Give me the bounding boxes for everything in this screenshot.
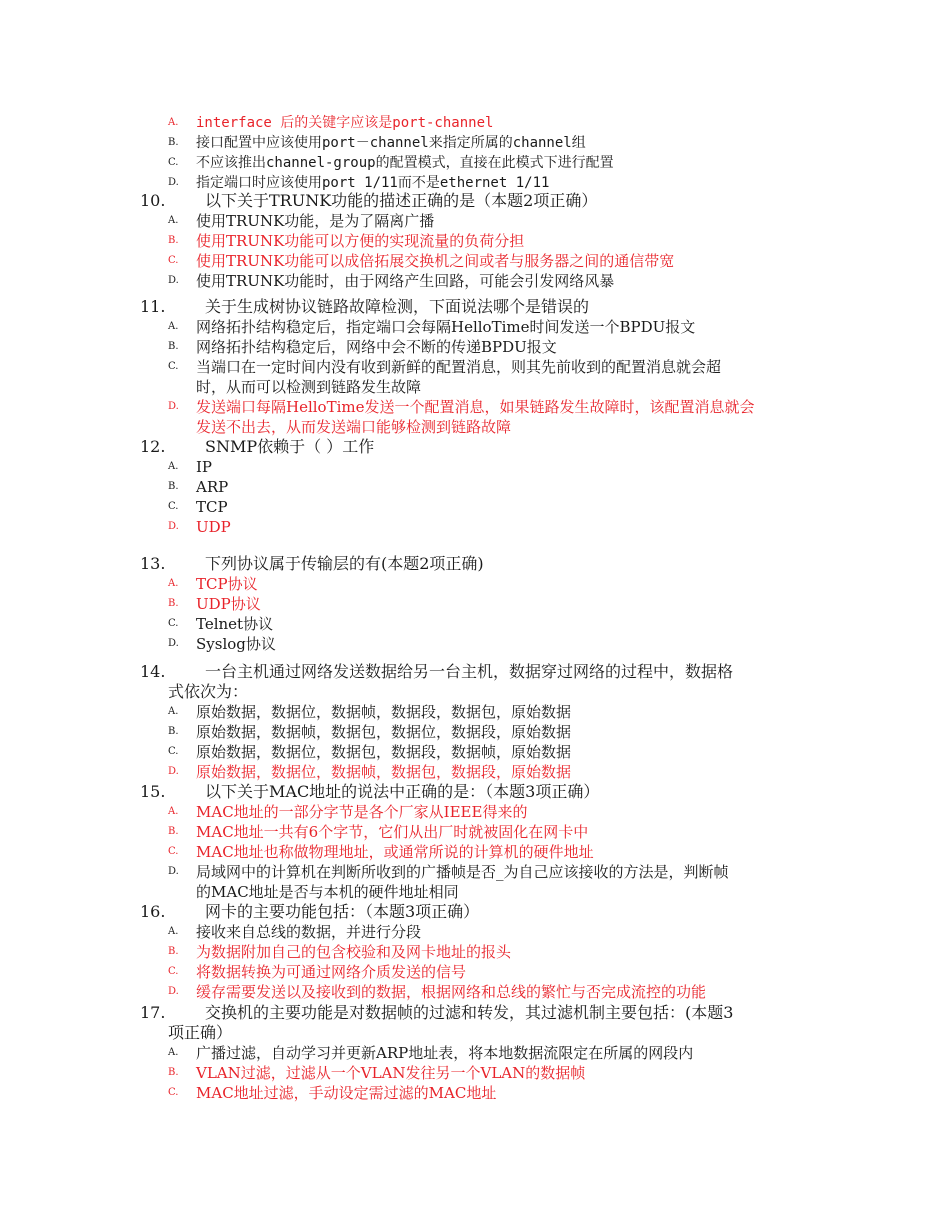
option-text: 广播过滤，自动学习并更新ARP地址表，将本地数据流限定在所属的网段内 — [196, 1044, 694, 1062]
option-label: B. — [168, 341, 179, 352]
correct-option-text: 发送端口每隔HelloTime发送一个配置消息，如果链路发生故障时，该配置消息就会 — [196, 398, 755, 416]
option-label: D. — [168, 766, 179, 777]
option-label: C. — [168, 1087, 179, 1098]
option-label: D. — [168, 177, 179, 188]
option-text: IP — [196, 458, 213, 476]
option-text: 的MAC地址是否与本机的硬件地址相同 — [196, 883, 459, 901]
correct-option-text: 为数据附加自己的包含校验和及网卡地址的报头 — [196, 943, 512, 961]
question-text: 一台主机通过网络发送数据给另一台主机，数据穿过网络的过程中，数据格 — [205, 662, 734, 681]
correct-option-text: TCP协议 — [196, 575, 258, 593]
option-label: C. — [168, 157, 179, 168]
question-number: 17. — [140, 1003, 166, 1022]
question-text: 式依次为： — [168, 682, 249, 701]
question-number: 11. — [140, 297, 166, 316]
question-text: 以下关于TRUNK功能的描述正确的是（本题2项正确） — [205, 191, 598, 210]
question-text: SNMP依赖于（ ）工作 — [205, 437, 375, 456]
option-text: 网络拓扑结构稳定后，网络中会不断的传递BPDU报文 — [196, 338, 557, 356]
option-text: 当端口在一定时间内没有收到新鲜的配置消息，则其先前收到的配置消息就会超 — [196, 358, 722, 376]
option-text: Syslog协议 — [196, 635, 276, 653]
option-text: 时，从而可以检测到链路发生故障 — [196, 378, 422, 396]
correct-option-text: MAC地址的一部分字节是各个厂家从IEEE得来的 — [196, 803, 528, 821]
option-text: 原始数据，数据帧，数据包，数据位，数据段，原始数据 — [196, 723, 572, 741]
correct-option-text: MAC地址也称做物理地址，或通常所说的计算机的硬件地址 — [196, 843, 594, 861]
correct-option-text: UDP协议 — [196, 595, 261, 613]
correct-option-text: MAC地址过滤，手动设定需过滤的MAC地址 — [196, 1084, 497, 1102]
option-label: A. — [168, 117, 179, 128]
question-number: 12. — [140, 437, 166, 456]
option-label: C. — [168, 255, 179, 266]
option-label: B. — [168, 598, 179, 609]
option-label: A. — [168, 706, 179, 717]
option-label: B. — [168, 1067, 179, 1078]
option-label: D. — [168, 521, 179, 532]
option-label: A. — [168, 1047, 179, 1058]
correct-option-text: 使用TRUNK功能可以成倍拓展交换机之间或者与服务器之间的通信带宽 — [196, 252, 675, 270]
option-text: 原始数据，数据位，数据包，数据段，数据帧，原始数据 — [196, 743, 572, 761]
correct-option-text: 缓存需要发送以及接收到的数据，根据网络和总线的繁忙与否完成流控的功能 — [196, 983, 707, 1001]
option-label: D. — [168, 986, 179, 997]
option-label: A. — [168, 321, 179, 332]
option-label: B. — [168, 235, 179, 246]
option-label: A. — [168, 806, 179, 817]
question-text: 下列协议属于传输层的有(本题2项正确) — [205, 554, 484, 573]
question-text: 网卡的主要功能包括：（本题3项正确） — [205, 902, 480, 921]
option-text: 原始数据，数据位，数据帧，数据段，数据包，原始数据 — [196, 703, 572, 721]
correct-option-text: MAC地址一共有6个字节，它们从出厂时就被固化在网卡中 — [196, 823, 589, 841]
option-text: ARP — [196, 478, 229, 496]
question-text: 以下关于MAC地址的说法中正确的是：（本题3项正确） — [205, 782, 600, 801]
question-text: 关于生成树协议链路故障检测，下面说法哪个是错误的 — [205, 297, 590, 316]
option-text: 使用TRUNK功能时，由于网络产生回路，可能会引发网络风暴 — [196, 272, 615, 290]
option-label: B. — [168, 726, 179, 737]
option-label: D. — [168, 401, 179, 412]
option-label: C. — [168, 361, 179, 372]
option-text: 接收来自总线的数据，并进行分段 — [196, 923, 422, 941]
option-label: C. — [168, 501, 179, 512]
option-label: B. — [168, 481, 179, 492]
correct-option-text: interface 后的关键字应该是port-channel — [196, 115, 494, 131]
option-text: 不应该推出channel-group的配置模式，直接在此模式下进行配置 — [196, 155, 614, 171]
correct-option-text: 原始数据，数据位，数据帧，数据包，数据段，原始数据 — [196, 763, 572, 781]
option-label: C. — [168, 966, 179, 977]
option-label: D. — [168, 275, 179, 286]
option-label: B. — [168, 137, 179, 148]
option-label: A. — [168, 578, 179, 589]
question-text: 项正确） — [168, 1023, 233, 1042]
option-label: A. — [168, 215, 179, 226]
option-label: A. — [168, 926, 179, 937]
option-label: C. — [168, 846, 179, 857]
question-number: 15. — [140, 782, 166, 801]
question-number: 10. — [140, 191, 166, 210]
option-text: Telnet协议 — [196, 615, 274, 633]
question-number: 14. — [140, 662, 166, 681]
option-text: 局域网中的计算机在判断所收到的广播帧是否_为自己应该接收的方法是，判断帧 — [196, 863, 729, 881]
correct-option-text: 发送不出去，从而发送端口能够检测到链路故障 — [196, 418, 512, 436]
correct-option-text: UDP — [196, 518, 231, 536]
option-text: 使用TRUNK功能，是为了隔离广播 — [196, 212, 435, 230]
correct-option-text: 使用TRUNK功能可以方便的实现流量的负荷分担 — [196, 232, 525, 250]
option-text: 网络拓扑结构稳定后，指定端口会每隔HelloTime时间发送一个BPDU报文 — [196, 318, 696, 336]
question-text: 交换机的主要功能是对数据帧的过滤和转发，其过滤机制主要包括：(本题3 — [205, 1003, 734, 1022]
option-label: D. — [168, 866, 179, 877]
option-label: C. — [168, 746, 179, 757]
option-label: D. — [168, 638, 179, 649]
correct-option-text: 将数据转换为可通过网络介质发送的信号 — [196, 963, 467, 981]
option-label: B. — [168, 826, 179, 837]
option-text: TCP — [196, 498, 228, 516]
option-text: 接口配置中应该使用port－channel来指定所属的channel组 — [196, 135, 586, 151]
question-number: 16. — [140, 902, 166, 921]
correct-option-text: VLAN过滤，过滤从一个VLAN发往另一个VLAN的数据帧 — [196, 1064, 586, 1082]
question-number: 13. — [140, 554, 166, 573]
option-text: 指定端口时应该使用port 1/11而不是ethernet 1/11 — [196, 175, 550, 191]
option-label: B. — [168, 946, 179, 957]
option-label: C. — [168, 618, 179, 629]
option-label: A. — [168, 461, 179, 472]
